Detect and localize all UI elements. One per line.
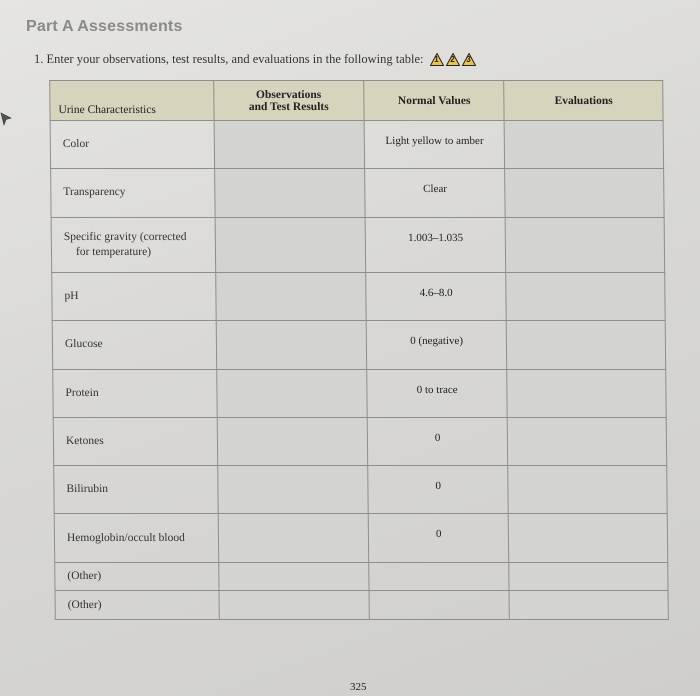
normal-value-cell xyxy=(369,591,510,620)
mouse-pointer-icon xyxy=(0,112,12,126)
row-label-text: pH xyxy=(64,290,79,303)
header-observations-line2: and Test Results xyxy=(248,100,329,113)
normal-value-cell: 1.003–1.035 xyxy=(365,217,506,272)
normal-value-cell: Light yellow to amber xyxy=(364,121,505,169)
observation-cell[interactable] xyxy=(218,514,369,562)
instruction-line xyxy=(34,52,476,67)
step-2-icon xyxy=(446,53,460,66)
evaluation-cell[interactable] xyxy=(509,514,668,562)
normal-value-cell: 4.6–8.0 xyxy=(366,273,507,321)
observation-cell[interactable] xyxy=(214,169,365,217)
header-evaluations: Evaluations xyxy=(504,81,663,121)
observation-cell[interactable] xyxy=(216,321,367,369)
table-header-row xyxy=(50,81,663,121)
normal-value-cell: 0 xyxy=(367,417,508,465)
row-label xyxy=(53,369,217,417)
table-row xyxy=(54,466,668,514)
step-1-label: 1 xyxy=(434,55,439,64)
row-label xyxy=(53,417,217,465)
observation-cell[interactable] xyxy=(218,562,369,591)
row-label xyxy=(55,591,219,620)
table-row xyxy=(55,562,668,591)
step-3-label: 3 xyxy=(466,55,471,64)
observation-cell[interactable] xyxy=(215,217,366,272)
row-label xyxy=(52,273,216,321)
observation-cell[interactable] xyxy=(217,466,368,514)
observation-cell[interactable] xyxy=(215,273,366,321)
assessment-table-wrapper xyxy=(49,80,669,620)
evaluation-cell[interactable] xyxy=(507,321,666,369)
table-row xyxy=(53,369,667,417)
observation-cell[interactable] xyxy=(219,591,370,620)
row-label-text: Ketones xyxy=(65,434,104,447)
table-row xyxy=(51,217,665,272)
header-observations xyxy=(213,81,364,121)
table-row xyxy=(53,417,667,465)
evaluation-cell[interactable] xyxy=(508,417,667,465)
normal-value-cell: 0 (negative) xyxy=(366,321,507,369)
table-row xyxy=(52,321,666,369)
normal-value-cell: Clear xyxy=(365,169,506,217)
row-label-text: Color xyxy=(62,138,90,151)
row-label xyxy=(51,169,215,217)
evaluation-cell[interactable] xyxy=(505,169,664,217)
evaluation-cell[interactable] xyxy=(509,591,668,620)
table-row xyxy=(55,591,668,620)
row-label xyxy=(52,321,216,369)
step-3-icon xyxy=(462,53,476,66)
row-label xyxy=(54,466,218,514)
section-heading: Part A Assessments xyxy=(26,18,183,35)
normal-value-cell: 0 to trace xyxy=(367,369,508,417)
instruction-text: 1. Enter your observations, test results, and evaluations in the following table: xyxy=(34,52,424,66)
normal-value-cell xyxy=(369,562,510,591)
row-label-text: (Other) xyxy=(67,569,102,582)
step-2-label: 2 xyxy=(450,55,455,64)
evaluation-cell[interactable] xyxy=(506,217,665,272)
table-row xyxy=(52,273,666,321)
evaluation-cell[interactable] xyxy=(506,273,665,321)
header-characteristics: Urine Characteristics xyxy=(50,81,214,121)
row-label xyxy=(55,562,219,591)
row-label xyxy=(54,514,218,562)
evaluation-cell[interactable] xyxy=(509,562,668,591)
table-row xyxy=(50,121,664,169)
step-marks xyxy=(430,53,476,66)
row-label-text: (Other) xyxy=(67,598,102,611)
evaluation-cell[interactable] xyxy=(505,121,664,169)
page-number: 325 xyxy=(350,681,367,693)
observation-cell[interactable] xyxy=(217,417,368,465)
row-label-text: Protein xyxy=(65,386,99,399)
row-label xyxy=(50,121,214,169)
table-body xyxy=(50,121,668,620)
normal-value-cell: 0 xyxy=(368,514,509,562)
assessment-table xyxy=(49,80,669,620)
observation-cell[interactable] xyxy=(214,121,365,169)
row-label-text: Transparency xyxy=(63,186,126,199)
row-label-text: Bilirubin xyxy=(66,483,109,496)
evaluation-cell[interactable] xyxy=(507,369,666,417)
row-label-text: Specific gravity (corrected xyxy=(63,230,187,243)
table-row xyxy=(51,169,665,217)
normal-value-cell: 0 xyxy=(368,466,509,514)
row-label-text-line2: for temperature) xyxy=(75,245,152,258)
header-observations-line1: Observations xyxy=(255,88,322,101)
observation-cell[interactable] xyxy=(216,369,367,417)
row-label xyxy=(51,217,215,272)
row-label-text: Glucose xyxy=(64,338,103,351)
table-row xyxy=(54,514,668,562)
row-label-text: Hemoglobin/occult blood xyxy=(66,531,185,544)
evaluation-cell[interactable] xyxy=(508,466,667,514)
step-1-icon xyxy=(430,53,444,66)
header-normal-values: Normal Values xyxy=(364,81,505,121)
